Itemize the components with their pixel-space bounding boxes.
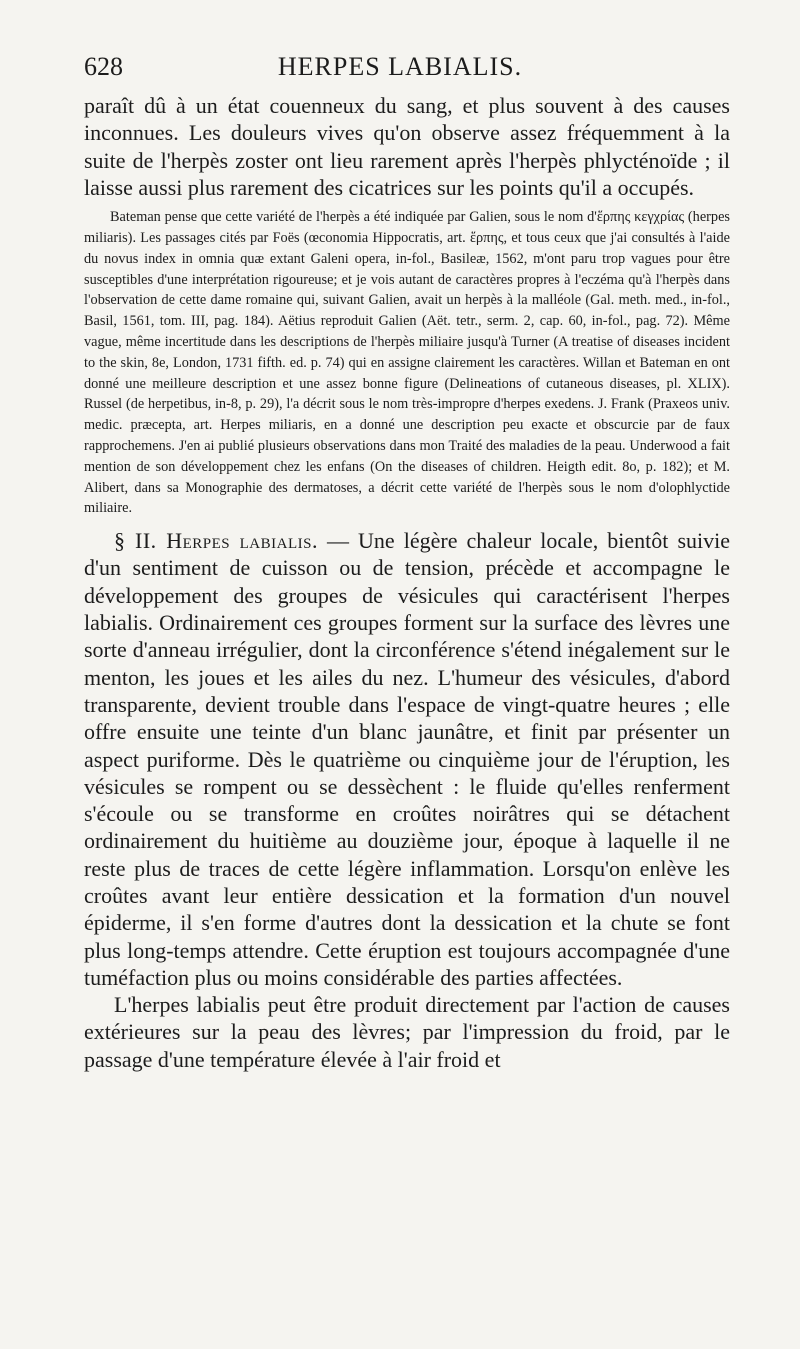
- page-header: [84, 52, 716, 88]
- paragraph-causes: L'herpes labialis peut être produit directement par l'action de causes extérieures sur la peau des lèvres; par l'impression du froid, par le passage d'une température élevée à l'air froid et: [84, 992, 730, 1072]
- footnote: Bateman pense que cette variété de l'herpès a été indiquée par Galien, sous le nom d'ἕρπης κεγχρίας (herpes miliaris). Les passages cités par Foës (œconomia Hippocratis, art. ἕρπης, et tous ceux que j'ai consultés à l'aide du novus index in omnia quæ extant Galeni opera, in-fol., Basileæ, 1562, m'ont paru trop vagues pour être susceptibles d'une interprétation rigoureuse; et je vois autant de caractères propres à l'eczéma qu'à l'herpès dans l'observation de cette dame romaine qui, suivant Galien, avait un herpès à la malléole (Gal. meth. med., in-fol., Basil, 1561, tom. III, pag. 184). Aëtius reproduit Galien (Aët. tetr., serm. 2, cap. 60, in-fol., pag. 72). Même vague, même incertitude dans les descriptions de l'herpès miliaire jusqu'à Turner (A treatise of diseases incident to the skin, 8e, London, 1731 fifth. ed. p. 74) qui en assigne clairement les caractères. Willan et Bateman en ont donné une meilleure description et une assez bonne figure (Delineations of cutaneous diseases, pl. XLIX). Russel (de herpetibus, in-8, p. 29), l'a décrit sous le nom très-impropre d'herpes exedens. J. Frank (Praxeos univ. medic. præcepta, art. Herpes miliaris, en a donné une description peu exacte et obscurcie par de faux rapprochemens. J'en ai publié plusieurs observations dans mon Traité des maladies de la peau. Underwood a fait mention de son développement chez les enfans (On the diseases of children. Heigth edit. 8o, p. 182); et M. Alibert, dans sa Monographie des dermatoses, a décrit cette variété de l'herpès sous le nom d'olophlyctide miliaire.: [84, 209, 730, 517]
- section-heading: § II. Herpes labialis.: [114, 528, 318, 554]
- paragraph-continuation: paraît dû à un état couenneux du sang, et plus souvent à des causes inconnues. Les douleurs vives qu'on observe assez fréquemment à la suite de l'herpès zoster ont lieu rarement après l'herpès phlycténoïde ; il laisse aussi plus rarement des cicatrices sur les points qu'il a occupés.: [84, 93, 730, 200]
- page-body: [84, 92, 730, 1073]
- running-head: HERPES LABIALIS.: [277, 52, 523, 81]
- page-number: 628: [84, 52, 123, 81]
- section-paragraph: [84, 527, 730, 991]
- section-text: — Une légère chaleur locale, bientôt suivie d'un sentiment de cuisson ou de tension, précède et accompagne le développement des groupes de vésicules qui caractérisent l'herpes labialis. Ordinairement ces groupes forment sur la surface des lèvres une sorte d'anneau irrégulier, dont la circonférence s'étend inégalement sur le menton, les joues et les ailes du nez. L'humeur des vésicules, d'abord transparente, devient trouble dans l'espace de vingt-quatre heures ; elle offre ensuite une teinte d'un blanc jaunâtre, et finit par présenter un aspect puriforme. Dès le quatrième ou cinquième jour de l'éruption, les vésicules se rompent ou se dessèchent : le fluide qu'elles renferment s'écoule ou se transforme en croûtes noirâtres qui se détachent ordinairement du huitième au douzième jour, époque à laquelle il ne reste plus de traces de cette légère inflammation. Lorsqu'on enlève les croûtes avant leur entière dessication et la formation d'un nouvel épiderme, il s'en forme d'autres dont la dessication et la chute se font plus long-temps attendre. Cette éruption est toujours accompagnée d'une tuméfaction plus ou moins considérable des parties affectées.: [84, 528, 730, 990]
